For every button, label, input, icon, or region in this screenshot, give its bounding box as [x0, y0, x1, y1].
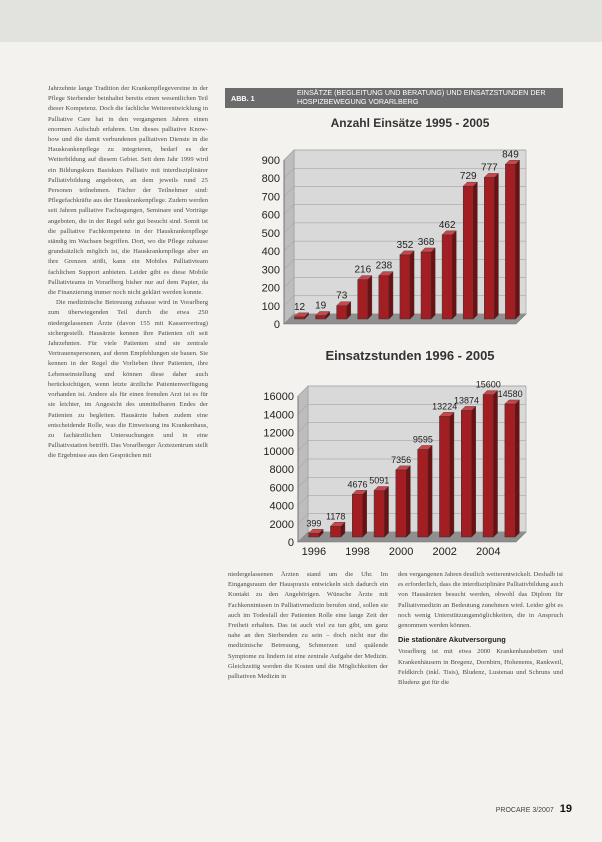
data-label: 352: [396, 239, 414, 251]
x-tick-label: 1996: [301, 546, 327, 558]
data-label: 9595: [412, 434, 433, 445]
bar: [330, 522, 344, 537]
y-tick-label: 8000: [269, 464, 294, 476]
bar: [400, 251, 414, 319]
y-tick-label: 0: [287, 537, 294, 549]
y-tick-label: 700: [261, 191, 280, 204]
x-tick-label: 1998: [345, 546, 370, 558]
y-tick-label: 600: [261, 209, 280, 222]
bar: [439, 412, 453, 537]
bar: [442, 231, 456, 319]
data-label: 14580: [497, 388, 523, 399]
y-tick-label: 0: [273, 319, 280, 331]
bar: [463, 182, 477, 319]
paragraph: niedergelassenen Ärzten stand um die Uhr. Im Eingangsraum der Hauspraxis entwickeln sich dadurch ein Kontakt zu den Angehörigen. Wünsche Ärzte mit Fachkenntnissen in Palliativmedizin berufen sind, sollen sie auch im Todesfall der Patienten Rolle eine lange Zeit der Freiheit erhalten. Das ist auch viel zu tun gibt, um ganz nahe an den Sterbenden zu sein – doch nicht nur die medizinische Betreuung, Schmerzen und quälende Symptome zu lindern ist eine zentrale Aufgabe der Medizin. Gleichzeitig werden die Kosten und die Möglichkeiten der palliativen Medizin in: [228, 571, 388, 681]
bar: [418, 445, 432, 537]
bar: [505, 400, 519, 537]
y-tick-label: 10000: [263, 445, 294, 458]
bar: [337, 302, 351, 319]
y-tick-label: 16000: [263, 391, 294, 403]
article-column-right: [398, 570, 563, 688]
y-tick-label: 800: [261, 173, 280, 186]
bar: [461, 406, 475, 537]
x-tick-label: 2000: [388, 546, 414, 558]
data-label: 13874: [453, 395, 480, 406]
data-label: 462: [438, 219, 456, 231]
bar: [484, 173, 498, 319]
y-tick-label: 6000: [269, 482, 294, 495]
bar: [352, 490, 366, 537]
journal-name: PROCARE 3/2007: [495, 807, 554, 814]
data-label: 216: [354, 264, 372, 276]
y-tick-label: 300: [261, 264, 280, 277]
y-tick-label: 400: [261, 246, 280, 259]
y-tick-label: 200: [261, 282, 280, 295]
y-tick-label: 900: [261, 155, 280, 167]
bar: [421, 248, 435, 319]
y-tick-label: 100: [261, 300, 280, 313]
y-tick-label: 14000: [263, 409, 294, 422]
bar: [396, 466, 410, 537]
page-header-band: [0, 0, 602, 42]
paragraph: Die medizinische Betreuung zuhause wird in Vorarlberg zum überwiegenden Teil durch die etwa 250 niedergelassenen Ärzte (davon 155 mit Kassenvertrag) sichergestellt. Hausärzte kennen ihre Patienten oft seit Jahrzehnten. Für viele Patienten sind sie zentrale Vertrauenspersonen, auf deren Empfehlungen sie bauen. Sie kennen in der Regel die Vorlieben ihrer Patienten, ihre Lebenseinstellung und können diese daher auch berücksichtigen, wenn letzte ärztliche Patientenverfügung vorhanden ist. Andere als für einen fremden Arzt ist es für sie leichter, im Angesicht des unmittelbaren Endes der Patienten zu begleiten. Hausärzte haben zudem eine entscheidende Rolle, was die Einweisung ins Krankenhaus, zu fachärztlichen Untersuchungen und in eine Palliativstation betrifft. Das Vorarlberger Ärztezentrum stellt die Ergebnisse aus den Gesprächen mit: [48, 299, 208, 460]
bar: [358, 276, 372, 319]
y-tick-label: 2000: [269, 518, 294, 531]
section-heading: Die stationäre Akutversorgung: [398, 635, 506, 645]
data-label: 1178: [326, 511, 346, 522]
y-tick-label: 500: [261, 227, 280, 240]
data-label: 7356: [391, 454, 412, 465]
page-footer: [496, 803, 572, 815]
data-label: 12: [293, 301, 306, 313]
page-number: 19: [559, 803, 572, 815]
chart-title-einsaetze: Anzahl Einsätze 1995 - 2005: [330, 116, 490, 130]
data-label: 238: [375, 260, 393, 272]
x-tick-label: 2002: [432, 546, 457, 558]
y-tick-label: 12000: [263, 427, 294, 440]
data-label: 4676: [347, 479, 368, 490]
bar: [374, 487, 388, 537]
paragraph: Jahrzehnte lange Tradition der Krankenpflegevereine in der Pflege Sterbender beinhaltet bereits einen wesentlichen Teil dieser Kompetenz. Doch die fachliche Weiterentwicklung in Palliative Care hat in den vergangenen Jahren einen enormen Aufschub erfahren. Um dieses palliative Know-how und die damit verbundenen palliativen Dienste in die Hauskrankenpflege zu integrieren, bedarf es der Weiterbildung auf diesem Gebiet. Seit dem Jahr 1999 wird ein Bildungskurs Basiskurs Palliativ mit interdisziplinärer Palliativbildung angeboten, an dem jeweils rund 25 Personen teilnehmen. Fächer der Teilnehmer sind: Pflegefachkräfte aus der Hauskrankenpflege. Zudem werden seit Jahren palliative Fachtagungen, Seminare und Vorträge angeboten, die in der Regel sehr gut besucht sind. Somit ist die palliative Fachkompetenz in der Hauskrankenpflege ständig im Wachsen begriffen. Dort, wo die Pflege zuhause grundsätzlich möglich ist, die Hauskrankenpflege aber an ihre Grenzen stößt, kann ein Mobiles Palliativteam fachlichen Support anbieten. Leider gibt es diese Mobile Palliativteams in Vorarlberg bisher nur auf dem Papier, da die Finanzierung immer noch nicht geklärt werden konnte.: [48, 85, 209, 297]
figure-label: ABB. 1: [231, 94, 255, 103]
data-label: 15600: [475, 379, 501, 390]
bar: [505, 160, 519, 319]
data-label: 729: [459, 171, 477, 183]
data-label: 399: [306, 518, 322, 529]
data-label: 13224: [432, 401, 458, 412]
chart-einsaetze: [240, 130, 560, 335]
figure-title: EINSÄTZE (BEGLEITUNG UND BERATUNG) UND EINSATZSTUNDEN DER HOSPIZBEWEGUNG VORARLBERG: [297, 88, 546, 106]
data-label: 73: [336, 290, 348, 302]
y-tick-label: 4000: [269, 500, 294, 513]
bar: [483, 391, 497, 537]
x-tick-label: 2004: [476, 546, 501, 558]
data-label: 777: [481, 162, 498, 174]
paragraph: Vorarlberg ist mit etwa 2000 Krankenhausbetten und Krankenhäusern in Bregenz, Dornbirn, Hohenems, Rankweil, Feldkirch (inkl. Tisis), Bludenz, Lustenau und Schruns und Bludenz gut für die: [398, 648, 563, 687]
article-column-left: [48, 84, 208, 462]
chart-title-einsatzstunden: Einsatzstunden 1996 - 2005: [325, 348, 495, 363]
bar: [379, 272, 393, 319]
chart-side-wall: [284, 150, 294, 324]
chart-einsatzstunden: [240, 372, 560, 562]
data-label: 849: [502, 149, 519, 161]
data-label: 368: [417, 236, 435, 248]
article-column-middle: [228, 570, 388, 682]
data-label: 19: [315, 300, 327, 312]
data-label: 5091: [369, 475, 390, 486]
paragraph: den vergangenen Jahren deutlich weiterentwickelt. Deshalb ist es erforderlich, dass die interdisziplinäre Palliativbildung auch von Hausärzten besucht werden, obwohl das Diplom für Palliativmedizin an Bedeutung zunehmen wird. Leider gibt es noch wenig Unterstützungsmöglichkeiten, die in Anspruch genommen werden können.: [398, 571, 563, 630]
figure-header: [225, 88, 563, 108]
